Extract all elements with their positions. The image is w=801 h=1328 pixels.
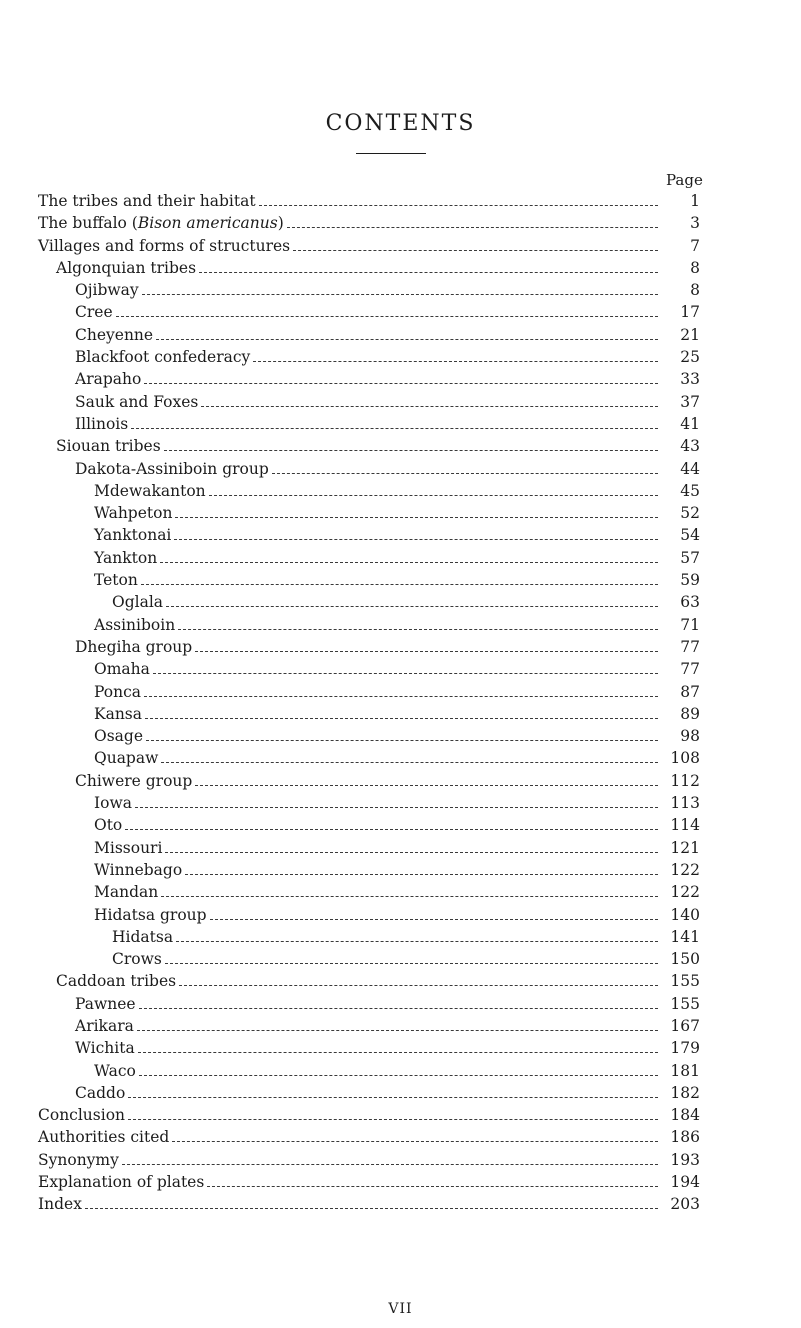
entry-label-text: Crows: [112, 950, 162, 969]
toc-entry: [38, 1037, 700, 1059]
toc-entry-title: [112, 926, 173, 948]
toc-entry-page: 112: [670, 771, 700, 790]
toc-entry: [38, 859, 700, 881]
entry-label-text: Mandan: [94, 883, 159, 902]
title-rule: [356, 153, 426, 154]
toc-entry: [38, 1104, 700, 1126]
leader-dots: [176, 941, 658, 942]
toc-entry-page: 186: [670, 1128, 700, 1147]
toc-entry: [38, 190, 700, 212]
toc-entry-page: 114: [670, 816, 700, 835]
entry-label-text: Dhegiha group: [75, 637, 193, 656]
leader-dots: [160, 562, 658, 563]
toc-entry-page: 141: [670, 927, 700, 946]
leader-dots: [125, 829, 658, 830]
leader-dots: [165, 852, 658, 853]
leader-dots: [207, 1186, 658, 1187]
toc-entry-page: 203: [670, 1195, 700, 1214]
leader-dots: [175, 517, 658, 518]
entry-label-text: Quapaw: [94, 749, 159, 768]
leader-dots: [128, 1119, 658, 1120]
leader-dots: [138, 1052, 658, 1053]
toc-entry: [38, 257, 700, 279]
entry-label-text: Osage: [94, 727, 143, 746]
toc-entry-page: 8: [690, 258, 700, 277]
leader-dots: [179, 985, 658, 986]
toc-entry: [38, 391, 700, 413]
toc-entry: [38, 413, 700, 435]
toc-entry-title: [94, 792, 132, 814]
entry-label-text: Synonymy: [38, 1150, 119, 1169]
toc-entry: [38, 301, 700, 323]
entry-label-text: Kansa: [94, 704, 142, 723]
leader-dots: [144, 383, 658, 384]
toc-entry: [38, 792, 700, 814]
toc-entry-title: [94, 814, 122, 836]
toc-entry-title: [112, 591, 163, 613]
toc-entry: [38, 502, 700, 524]
contents-list: [38, 190, 700, 1216]
entry-label-text: Mdewakanton: [94, 481, 206, 500]
toc-entry-page: 89: [680, 704, 700, 723]
toc-entry-title: [75, 324, 153, 346]
toc-entry: [38, 324, 700, 346]
leader-dots: [209, 495, 658, 496]
entry-label-text: Ojibway: [75, 281, 139, 300]
toc-entry-page: 37: [680, 392, 700, 411]
toc-entry: [38, 1171, 700, 1193]
entry-label-text: Index: [38, 1195, 82, 1214]
leader-dots: [142, 294, 658, 295]
leader-dots: [166, 606, 658, 607]
toc-entry: [38, 747, 700, 769]
toc-entry: [38, 703, 700, 725]
toc-entry: [38, 658, 700, 680]
leader-dots: [287, 227, 658, 228]
toc-entry-page: 121: [670, 838, 700, 857]
toc-entry: [38, 970, 700, 992]
toc-entry-page: 52: [680, 504, 700, 523]
toc-entry-page: 193: [670, 1150, 700, 1169]
toc-entry: [38, 636, 700, 658]
entry-label-text: Authorities cited: [38, 1128, 170, 1147]
leader-dots: [210, 919, 658, 920]
toc-entry: [38, 1149, 700, 1171]
leader-dots: [201, 406, 658, 407]
toc-entry-title: [75, 458, 269, 480]
toc-entry-title: [75, 346, 250, 368]
entry-label-text: Caddo: [75, 1083, 126, 1102]
leader-dots: [145, 718, 658, 719]
page-title: CONTENTS: [325, 111, 476, 136]
toc-entry-title: [94, 703, 142, 725]
toc-entry-page: 184: [670, 1106, 700, 1125]
toc-entry: [38, 681, 700, 703]
toc-entry-page: 108: [670, 749, 700, 768]
toc-entry-title: [75, 368, 141, 390]
toc-entry: [38, 948, 700, 970]
toc-entry: [38, 524, 700, 546]
toc-entry-page: 122: [670, 860, 700, 879]
toc-entry-title: [38, 190, 256, 212]
toc-entry-title: [38, 235, 290, 257]
entry-label-text: Algonquian tribes: [56, 258, 197, 277]
toc-entry-title: [94, 837, 162, 859]
toc-entry: [38, 837, 700, 859]
entry-label-text: Sauk and Foxes: [75, 392, 199, 411]
toc-entry-title: [75, 391, 198, 413]
entry-label-text: Winnebago: [94, 860, 183, 879]
toc-entry: [38, 480, 700, 502]
toc-entry: [38, 1126, 700, 1148]
entry-label-text: Assiniboin: [94, 615, 176, 634]
toc-entry-page: 155: [670, 994, 700, 1013]
toc-entry-title: [38, 1171, 204, 1193]
leader-dots: [259, 205, 658, 206]
leader-dots: [172, 1141, 658, 1142]
toc-entry-page: 77: [680, 637, 700, 656]
leader-dots: [161, 762, 658, 763]
leader-dots: [144, 696, 658, 697]
leader-dots: [116, 316, 658, 317]
entry-italic-text: Bison americanus: [137, 214, 278, 233]
entry-label-text: Hidatsa group: [94, 905, 207, 924]
leader-dots: [161, 896, 658, 897]
toc-entry-title: [112, 948, 162, 970]
toc-entry-title: [94, 725, 143, 747]
toc-entry-page: 41: [680, 414, 700, 433]
entry-label-text: Oto: [94, 816, 123, 835]
entry-label-text: Blackfoot confederacy: [75, 348, 251, 367]
leader-dots: [135, 807, 658, 808]
toc-entry: [38, 881, 700, 903]
toc-entry-page: 63: [680, 593, 700, 612]
toc-entry: [38, 1193, 700, 1215]
toc-entry-page: 181: [670, 1061, 700, 1080]
toc-entry-page: 3: [690, 214, 700, 233]
toc-entry-page: 167: [670, 1016, 700, 1035]
entry-label-text: Arikara: [75, 1016, 134, 1035]
toc-entry: [38, 814, 700, 836]
leader-dots: [195, 785, 658, 786]
toc-entry: [38, 591, 700, 613]
entry-label-text: Cheyenne: [75, 325, 154, 344]
entry-label-text: Ponca: [94, 682, 142, 701]
toc-entry: [38, 368, 700, 390]
toc-entry-title: [75, 1082, 125, 1104]
entry-label-text: Iowa: [94, 794, 132, 813]
toc-entry-title: [94, 904, 207, 926]
toc-entry-title: [75, 993, 136, 1015]
entry-label-text: Waco: [94, 1061, 136, 1080]
toc-entry-title: [94, 524, 171, 546]
toc-entry: [38, 1060, 700, 1082]
entry-label-suffix: ): [277, 214, 284, 233]
leader-dots: [165, 963, 658, 964]
entry-label-text: Siouan tribes: [56, 437, 161, 456]
toc-entry-page: 71: [680, 615, 700, 634]
toc-entry-title: [75, 301, 113, 323]
toc-entry: [38, 904, 700, 926]
toc-entry-title: [94, 547, 157, 569]
entry-label-text: Dakota-Assiniboin group: [75, 459, 269, 478]
toc-entry-page: 45: [680, 481, 700, 500]
leader-dots: [174, 539, 658, 540]
toc-entry-title: [38, 1149, 119, 1171]
toc-entry-page: 43: [680, 437, 700, 456]
leader-dots: [164, 450, 658, 451]
entry-label-text: Wichita: [75, 1039, 135, 1058]
toc-entry-page: 17: [680, 303, 700, 322]
toc-entry: [38, 614, 700, 636]
entry-label-text: The buffalo (: [38, 214, 138, 233]
toc-entry-title: [38, 1126, 169, 1148]
leader-dots: [122, 1164, 658, 1165]
leader-dots: [253, 361, 658, 362]
entry-label-text: Arapaho: [75, 370, 142, 389]
toc-entry-title: [75, 636, 192, 658]
entry-label-text: Caddoan tribes: [56, 972, 177, 991]
toc-entry-page: 59: [680, 571, 700, 590]
toc-entry: [38, 725, 700, 747]
entry-label-text: Cree: [75, 303, 113, 322]
leader-dots: [146, 740, 658, 741]
toc-entry-title: [94, 1060, 136, 1082]
toc-entry-title: [56, 435, 161, 457]
entry-label-text: Illinois: [75, 414, 129, 433]
toc-entry: [38, 770, 700, 792]
toc-entry-page: 7: [690, 236, 700, 255]
entry-label-text: Conclusion: [38, 1106, 126, 1125]
toc-entry-page: 33: [680, 370, 700, 389]
leader-dots: [156, 339, 658, 340]
toc-entry-page: 1: [690, 192, 700, 210]
toc-entry-title: [94, 658, 150, 680]
toc-entry-page: 194: [670, 1173, 700, 1192]
entry-label-text: Omaha: [94, 660, 150, 679]
leader-dots: [272, 473, 658, 474]
toc-entry-page: 77: [680, 660, 700, 679]
toc-entry-title: [38, 212, 284, 234]
toc-entry: [38, 926, 700, 948]
toc-entry-page: 140: [670, 905, 700, 924]
toc-entry-page: 182: [670, 1083, 700, 1102]
toc-entry-title: [94, 480, 206, 502]
leader-dots: [293, 250, 658, 251]
toc-entry-page: 21: [680, 325, 700, 344]
leader-dots: [85, 1208, 658, 1209]
toc-entry-page: 179: [670, 1039, 700, 1058]
toc-entry: [38, 346, 700, 368]
entry-label-text: Explanation of plates: [38, 1173, 205, 1192]
toc-entry: [38, 458, 700, 480]
toc-entry-page: 87: [680, 682, 700, 701]
toc-entry: [38, 1015, 700, 1037]
toc-entry-title: [94, 569, 138, 591]
toc-entry: [38, 1082, 700, 1104]
leader-dots: [141, 584, 658, 585]
toc-entry: [38, 993, 700, 1015]
toc-entry-page: 122: [670, 883, 700, 902]
leader-dots: [137, 1030, 658, 1031]
toc-entry-title: [38, 1193, 82, 1215]
entry-label-text: Yankton: [94, 548, 158, 567]
toc-entry-page: 155: [670, 972, 700, 991]
entry-label-text: Wahpeton: [94, 504, 173, 523]
page-number: VII: [388, 1301, 413, 1317]
leader-dots: [178, 629, 658, 630]
toc-entry-title: [75, 1037, 135, 1059]
leader-dots: [199, 272, 658, 273]
toc-entry-title: [94, 614, 175, 636]
entry-label-text: Hidatsa: [112, 927, 174, 946]
entry-label-text: Villages and forms of structures: [38, 236, 291, 255]
toc-entry-page: 8: [690, 281, 700, 300]
entry-label-text: Missouri: [94, 838, 163, 857]
toc-entry-page: 113: [670, 794, 700, 813]
leader-dots: [131, 428, 658, 429]
toc-entry-title: [94, 747, 158, 769]
toc-entry-title: [75, 279, 139, 301]
toc-entry-title: [75, 413, 128, 435]
toc-entry-page: 57: [680, 548, 700, 567]
toc-entry-page: 54: [680, 526, 700, 545]
toc-entry-title: [56, 970, 176, 992]
entry-label-text: Teton: [94, 571, 138, 590]
entry-label-text: Yanktonai: [94, 526, 172, 545]
toc-entry: [38, 235, 700, 257]
toc-entry-title: [94, 502, 172, 524]
toc-entry-page: 150: [670, 950, 700, 969]
toc-entry: [38, 547, 700, 569]
page-column-label: Page: [666, 171, 703, 189]
toc-entry-title: [94, 881, 158, 903]
toc-entry: [38, 212, 700, 234]
toc-entry-page: 44: [680, 459, 700, 478]
toc-entry-title: [38, 1104, 125, 1126]
toc-entry-title: [94, 859, 182, 881]
leader-dots: [185, 874, 658, 875]
toc-entry: [38, 279, 700, 301]
toc-entry: [38, 435, 700, 457]
entry-label-text: Chiwere group: [75, 771, 193, 790]
toc-entry-page: 25: [680, 348, 700, 367]
entry-label-text: Oglala: [112, 593, 164, 612]
toc-entry-title: [75, 770, 192, 792]
toc-entry-title: [56, 257, 196, 279]
entry-label-text: Pawnee: [75, 994, 136, 1013]
leader-dots: [128, 1097, 658, 1098]
leader-dots: [195, 651, 658, 652]
leader-dots: [139, 1075, 658, 1076]
leader-dots: [153, 673, 658, 674]
entry-label-text: The tribes and their habitat: [38, 192, 256, 210]
toc-entry-page: 98: [680, 727, 700, 746]
toc-entry: [38, 569, 700, 591]
toc-entry-title: [94, 681, 141, 703]
leader-dots: [139, 1008, 658, 1009]
toc-entry-title: [75, 1015, 134, 1037]
